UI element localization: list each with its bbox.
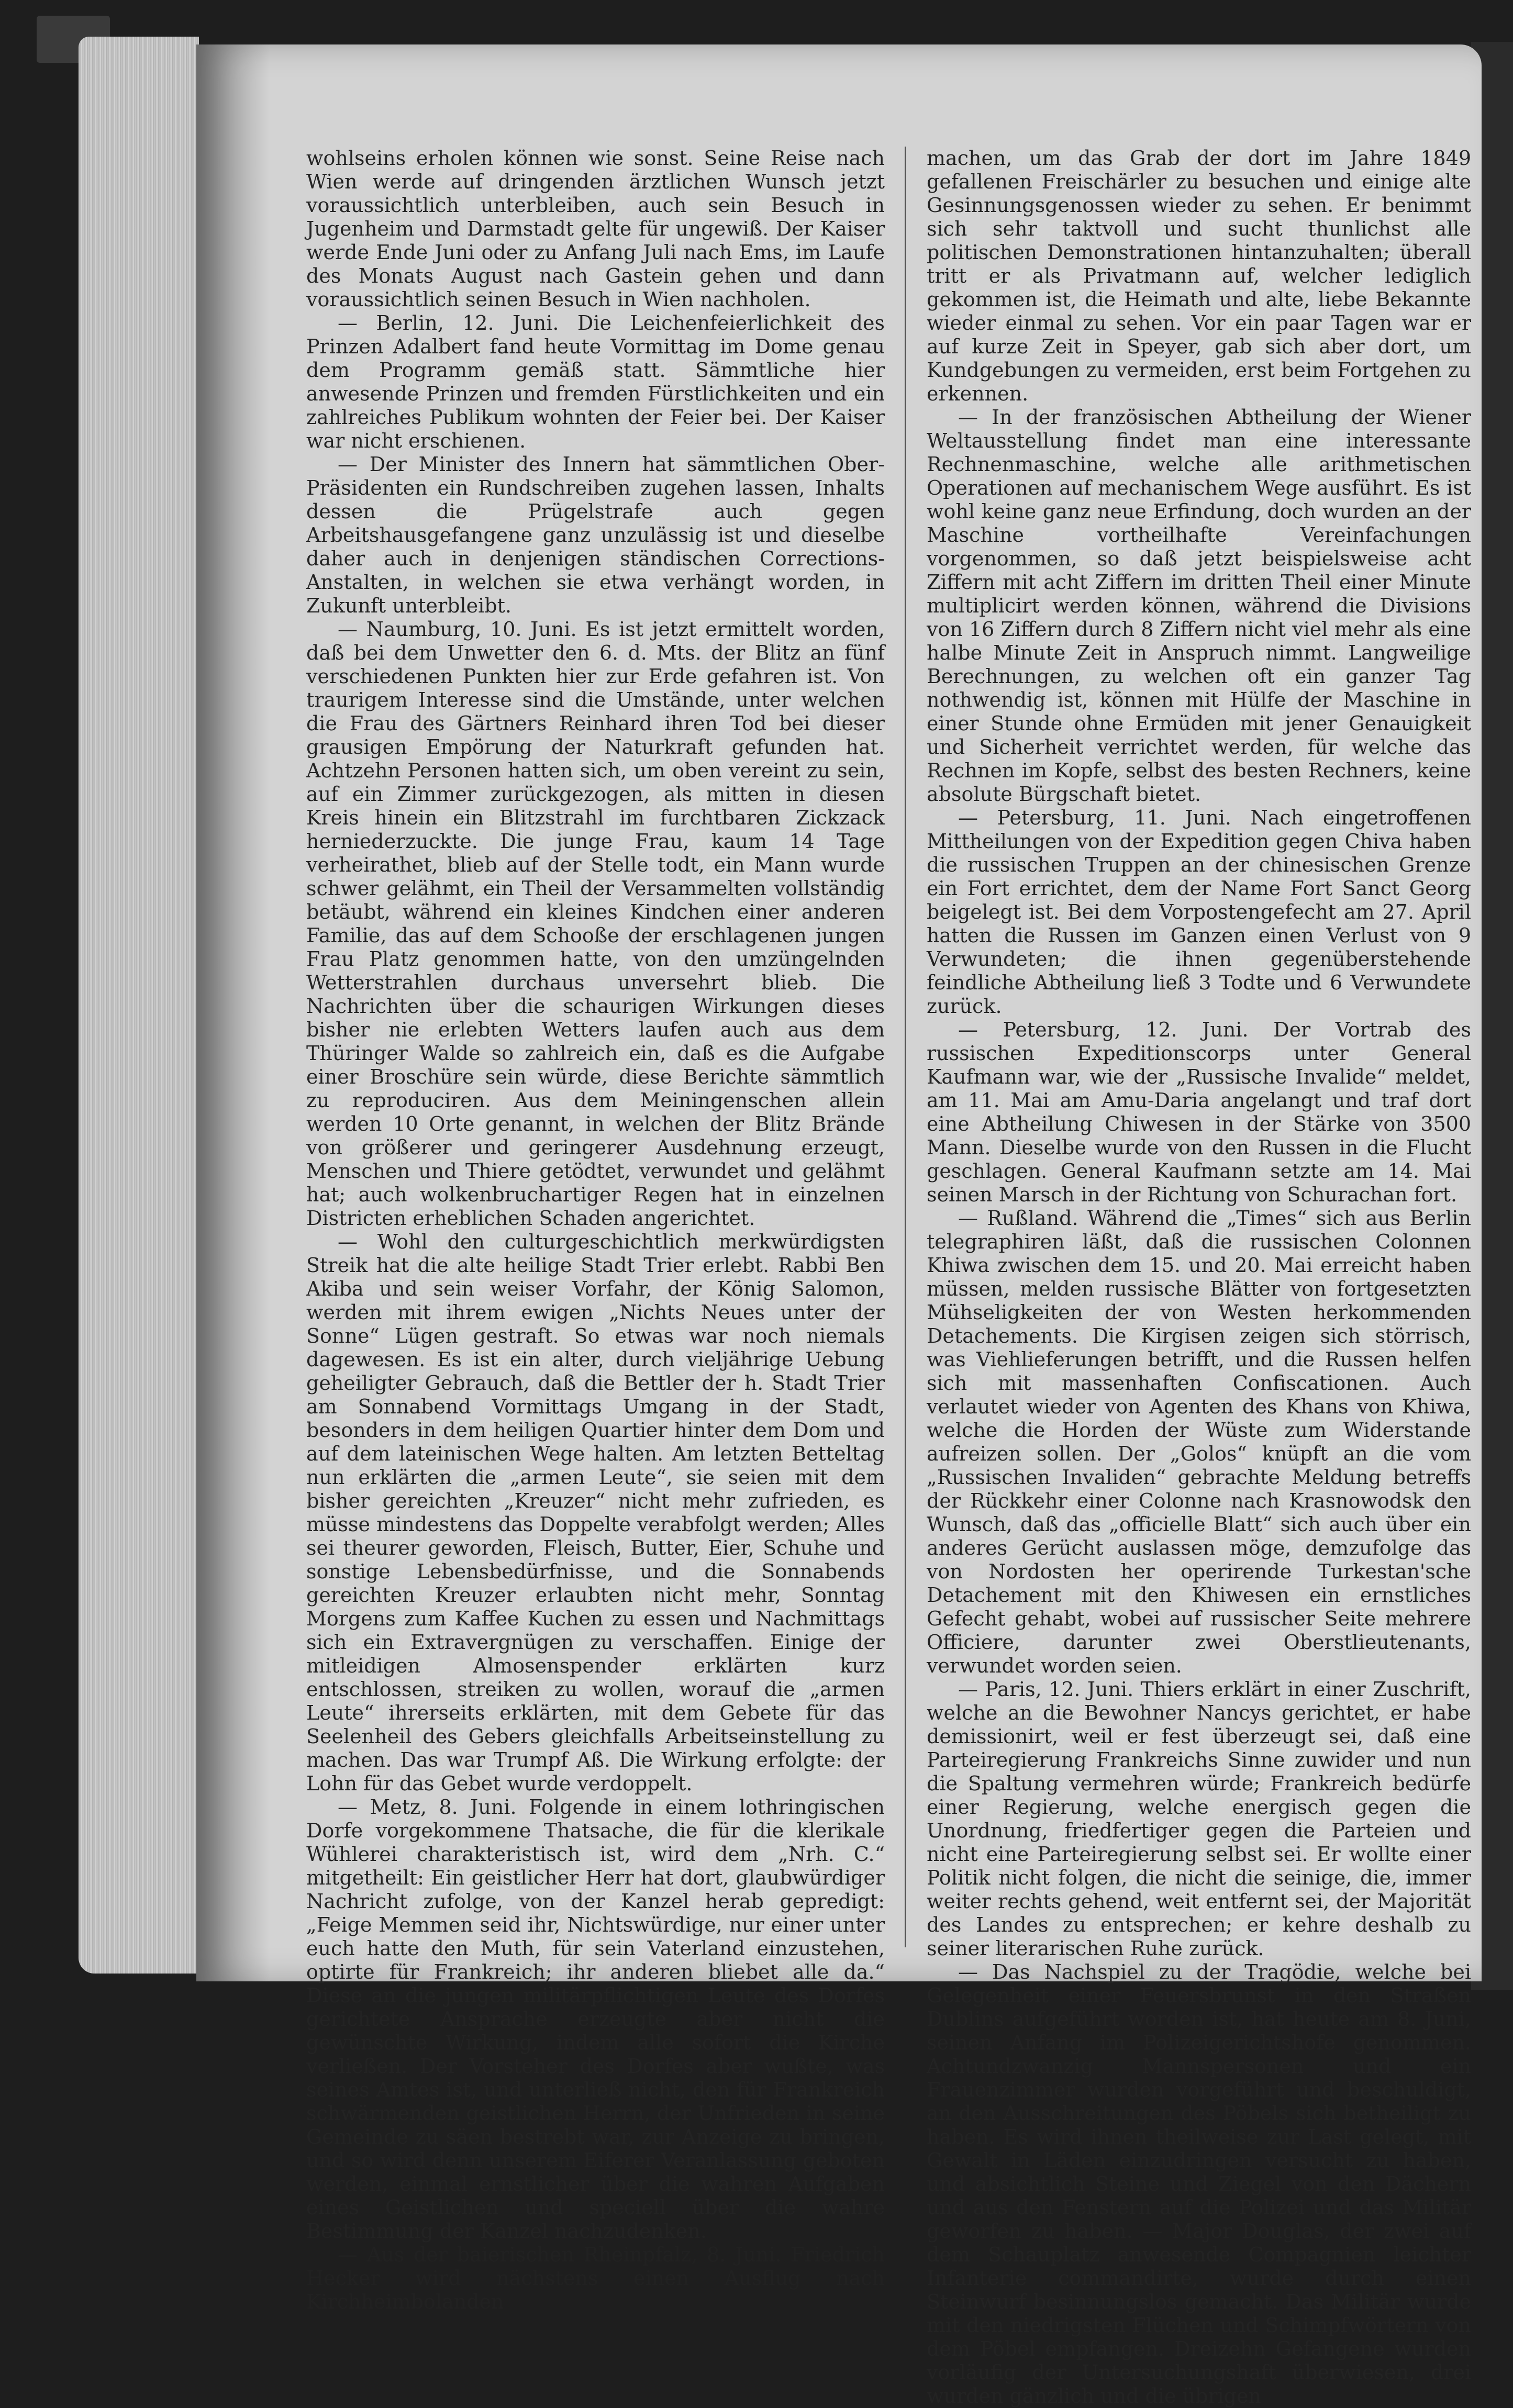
left-text-column bbox=[306, 147, 885, 2313]
right-text-column bbox=[927, 147, 1471, 2407]
article-paragraph: — Das Nachspiel zu der Tragödie, welche bei Gelegenheit einer Feuersbrunst in den Straßen Dublins aufgeführt worden ist, hat heute am 8. Juni, seinen Anfang im Polizeigerichtshofe genommen. Achtundzwanzig Mannspersonen und ein Frauenzimmer wurden vorgeführt und beschuldigt, an den Ausschreitungen des Pöbels sich betheiligt zu haben. Es wird ihnen theilweise zur Last gelegt, mit Gewalt in Läden einzudringen versucht zu haben, und absichtlich Steine und Ziegel von den Dächern und aus den Fenstern auf die Polizei und das Militär geworfen zu haben. — Major Douglas, der zwei auf dem Schauplatz anwesende Compagnien leichter Infanterie commandirte, wurde durch einen Steinwurf besinnungslos gemacht. Das Militär wurde mit den niedrigsten Flüchen und Schimpfwörtern von dem Pöbel empfangen. Dreizehn Gefangene wurden vorläufig der Untersuchungshaft überwiesen, drei wurden gänzlich und die übrigen bbox=[927, 1960, 1471, 2407]
column-divider bbox=[905, 147, 906, 1947]
article-paragraph: — Rußland. Während die „Times“ sich aus Berlin telegraphiren läßt, daß die russischen Colonnen Khiwa zwischen dem 15. und 20. Mai erreicht haben müssen, melden russische Blätter von fortgesetzten Mühseligkeiten der von Westen herkommenden Detachements. Die Kirgisen zeigen sich störrisch, was Viehlieferungen betrifft, und die Russen helfen sich mit massenhaften Confiscationen. Auch verlautet wieder von Agenten des Khans von Khiwa, welche die Horden der Wüste zum Widerstande aufreizen sollen. Der „Golos“ knüpft an die vom „Russischen Invaliden“ gebrachte Meldung betreffs der Rückkehr einer Colonne nach Krasnowodsk den Wunsch, daß das „officielle Blatt“ sich auch über ein anderes Gerücht auslassen möge, demzufolge das von Nordosten her operirende Turkestan'sche Detachement mit den Khiwesen ein ernstliches Gefecht gehabt, wobei auf russischer Seite mehrere Officiere, darunter zwei Oberstlieutenants, verwundet worden seien. bbox=[927, 1207, 1471, 1677]
article-paragraph: — Petersburg, 11. Juni. Nach eingetroffenen Mittheilungen von der Expedition gegen Chiva haben die russischen Truppen an der chinesischen Grenze ein Fort errichtet, dem der Name Fort Sanct Georg beigelegt ist. Bei dem Vorpostengefecht am 27. April hatten die Russen im Ganzen einen Verlust von 9 Verwundeten; die ihnen gegenüberstehende feindliche Abtheilung ließ 3 Todte und 6 Verwundete zurück. bbox=[927, 806, 1471, 1018]
article-paragraph: — Aus der baierischen Rheinpfalz, 8. Juni. Friedrich Hecker wird nächstens einen Ausflug nach Kirchheimbolanden bbox=[306, 2243, 885, 2313]
article-paragraph: wohlseins erholen können wie sonst. Seine Reise nach Wien werde auf dringenden ärztlichen Wunsch jetzt voraussichtlich unterbleiben, auch sein Besuch in Jugenheim und Darmstadt gelte für ungewiß. Der Kaiser werde Ende Juni oder zu Anfang Juli nach Ems, im Laufe des Monats August nach Gastein gehen und dann voraussichtlich seinen Besuch in Wien nachholen. bbox=[306, 147, 885, 311]
article-paragraph: machen, um das Grab der dort im Jahre 1849 gefallenen Freischärler zu besuchen und einige alte Gesinnungsgenossen wieder zu sehen. Er benimmt sich sehr taktvoll und sucht thunlichst alle politischen Demonstrationen hintanzuhalten; überall tritt er als Privatmann auf, welcher lediglich gekommen ist, die Heimath und alte, liebe Bekannte wieder einmal zu sehen. Vor ein paar Tagen war er auf kurze Zeit in Speyer, gab sich aber dort, um Kundgebungen zu vermeiden, erst beim Fortgehen zu erkennen. bbox=[927, 147, 1471, 405]
book-page-edges bbox=[79, 37, 199, 1974]
article-paragraph: — Petersburg, 12. Juni. Der Vortrab des russischen Expeditionscorps unter General Kaufmann war, wie der „Russische Invalide“ meldet, am 11. Mai am Amu-Daria angelangt und traf dort eine Abtheilung Chiwesen in der Stärke von 3500 Mann. Dieselbe wurde von den Russen in die Flucht geschlagen. General Kaufmann setzte am 14. Mai seinen Marsch in der Richtung von Schurachan fort. bbox=[927, 1018, 1471, 1206]
article-paragraph: — Berlin, 12. Juni. Die Leichenfeierlichkeit des Prinzen Adalbert fand heute Vormittag im Dome genau dem Programm gemäß statt. Sämmtliche hier anwesende Prinzen und fremden Fürstlichkeiten und ein zahlreiches Publikum wohnten der Feier bei. Der Kaiser war nicht erschienen. bbox=[306, 311, 885, 452]
article-paragraph: — Metz, 8. Juni. Folgende in einem lothringischen Dorfe vorgekommene Thatsache, die für die klerikale Wühlerei charakteristisch ist, wird dem „Nrh. C.“ mitgetheilt: Ein geistlicher Herr hat dort, glaubwürdiger Nachricht zufolge, von der Kanzel herab gepredigt: „Feige Memmen seid ihr, Nichtswürdige, nur einer unter euch hatte den Muth, für sein Vaterland einzustehen, optirte für Frankreich; ihr anderen bliebet alle da.“ Diese an die jungen militärpflichtigen Leute des Dorfes gerichtete Ansprache erzeugte aber nicht die gewünschte Wirkung, indem alle sofort die Kirche verließen. Der Vorsteher des Dorfes aber wußte, was seines Amtes ist, und unterließ nicht, den für Frankreich schwärmenden geistlichen Herrn, der Unfrieden in seine Gemeinde zu säen bestrebt war, zur Anzeige zu bringen, und so wird denn unserem Eiferer Veranlassung geboten werden, einmal ernstlicher über die wahren Aufgaben eines Geistlichen und speciell über die wahre Bestimmung der Kanzel nachzudenken. bbox=[306, 1796, 885, 2243]
article-paragraph: — Naumburg, 10. Juni. Es ist jetzt ermittelt worden, daß bei dem Unwetter den 6. d. Mts. der Blitz an fünf verschiedenen Punkten hier zur Erde gefahren ist. Von traurigem Interesse sind die Umstände, unter welchen die Frau des Gärtners Reinhard ihren Tod bei dieser grausigen Empörung der Naturkraft gefunden hat. Achtzehn Personen hatten sich, um oben vereint zu sein, auf ein Zimmer zurückgezogen, als mitten in diesen Kreis hinein ein Blitzstrahl im furchtbaren Zickzack herniederzuckte. Die junge Frau, kaum 14 Tage verheirathet, blieb auf der Stelle todt, ein Mann wurde schwer gelähmt, ein Theil der Versammelten vollständig betäubt, während ein kleines Kindchen einer anderen Familie, das auf dem Schooße der erschlagenen jungen Frau Platz genommen hatte, von den umzüngelnden Wetterstrahlen durchaus unversehrt blieb. Die Nachrichten über die schaurigen Wirkungen dieses bisher nie erlebten Wetters laufen auch aus dem Thüringer Walde so zahlreich ein, daß es die Aufgabe einer Broschüre sein würde, diese Berichte sämmtlich zu reproduciren. Aus dem Meiningenschen allein werden 10 Orte genannt, in welchen der Blitz Brände von größerer und geringerer Ausdehnung erzeugt, Menschen und Thiere getödtet, verwundet und gelähmt hat; auch wolkenbruchartiger Regen hat in einzelnen Districten erheblichen Schaden angerichtet. bbox=[306, 618, 885, 1230]
article-paragraph: — Wohl den culturgeschichtlich merkwürdigsten Streik hat die alte heilige Stadt Trier erlebt. Rabbi Ben Akiba und sein weiser Vorfahr, der König Salomon, werden mit ihrem ewigen „Nichts Neues unter der Sonne“ Lügen gestraft. So etwas war noch niemals dagewesen. Es ist ein alter, durch vieljährige Uebung geheiligter Gebrauch, daß die Bettler der h. Stadt Trier am Sonnabend Vormittags Umgang in der Stadt, besonders in dem heiligen Quartier hinter dem Dom und auf dem lateinischen Wege halten. Am letzten Betteltag nun erklärten die „armen Leute“, sie seien mit dem bisher gereichten „Kreuzer“ nicht mehr zufrieden, es müsse mindestens das Doppelte verabfolgt werden; Alles sei theurer geworden, Fleisch, Butter, Eier, Schuhe und sonstige Lebensbedürfnisse, und die Sonnabends gereichten Kreuzer erlaubten nicht mehr, Sonntag Morgens zum Kaffee Kuchen zu essen und Nachmittags sich ein Extravergnügen zu verschaffen. Einige der mitleidigen Almosenspender erklärten kurz entschlossen, streiken zu wollen, worauf die „armen Leute“ ihrerseits erklärten, mit dem Gebete für das Seelenheil des Gebers gleichfalls Arbeitseinstellung zu machen. Das war Trumpf Aß. Die Wirkung erfolgte: der Lohn für das Gebet wurde verdoppelt. bbox=[306, 1230, 885, 1795]
page-gutter-shadow bbox=[196, 44, 270, 1981]
article-paragraph: — Paris, 12. Juni. Thiers erklärt in einer Zuschrift, welche an die Bewohner Nancys gerichtet, er habe demissionirt, weil er fest überzeugt sei, daß eine Parteiregierung Frankreichs Sinne zuwider und nun die Spaltung vermehren würde; Frankreich bedürfe einer Regierung, welche energisch gegen die Unordnung, friedfertiger gegen die Parteien und nicht eine Parteiregierung selbst sei. Er wollte einer Politik nicht folgen, die nicht die seinige, die, immer weiter rechts gehend, weit entfernt sei, der Majorität des Landes zu entsprechen; er kehre deshalb zu seiner literarischen Ruhe zurück. bbox=[927, 1678, 1471, 1960]
article-paragraph: — In der französischen Abtheilung der Wiener Weltausstellung findet man eine interessante Rechnenmaschine, welche alle arithmetischen Operationen auf mechanischem Wege ausführt. Es ist wohl keine ganz neue Erfindung, doch wurden an der Maschine vortheilhafte Vereinfachungen vorgenommen, so daß jetzt beispielsweise acht Ziffern mit acht Ziffern im dritten Theil einer Minute multiplicirt werden können, während die Divisions von 16 Ziffern durch 8 Ziffern nicht viel mehr als eine halbe Minute Zeit in Anspruch nimmt. Langweilige Berechnungen, zu welchen oft ein ganzer Tag nothwendig ist, können mit Hülfe der Maschine in einer Stunde ohne Ermüden mit jener Genauigkeit und Sicherheit verrichtet werden, für welche das Rechnen im Kopfe, selbst des besten Rechners, keine absolute Bürgschaft bietet. bbox=[927, 406, 1471, 806]
article-paragraph: — Der Minister des Innern hat sämmtlichen Ober-Präsidenten ein Rundschreiben zugehen lassen, Inhalts dessen die Prügelstrafe auch gegen Arbeitshausgefangene ganz unzulässig ist und dieselbe daher auch in denjenigen ständischen Corrections-Anstalten, in welchen sie etwa verhängt worden, in Zukunft unterbleibt. bbox=[306, 453, 885, 617]
